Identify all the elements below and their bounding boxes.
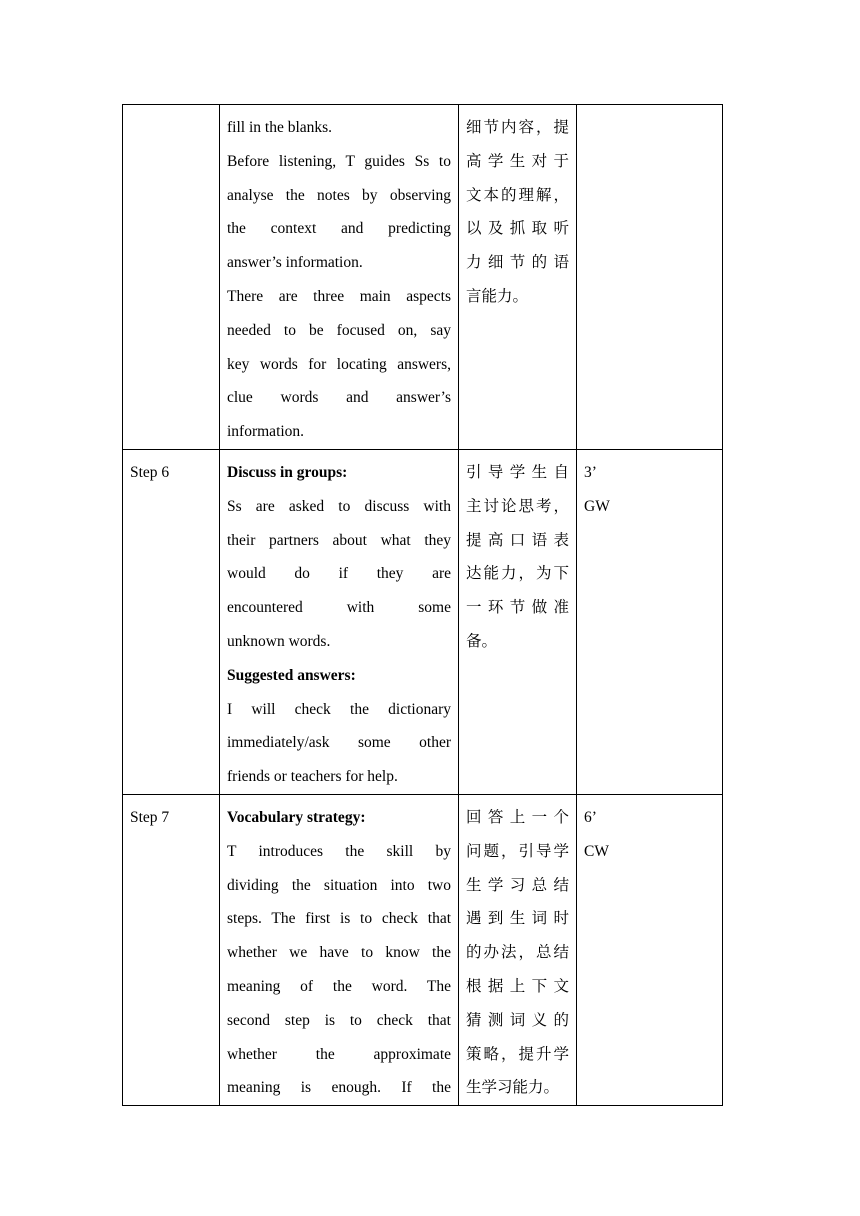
purpose-text-line: 高学生对于 xyxy=(466,151,569,170)
time-mode-cell xyxy=(577,449,723,794)
purpose-text-line: 达能力，为下 xyxy=(466,564,569,583)
procedure-text-line: fill in the blanks. xyxy=(227,119,333,136)
time-mode-cell xyxy=(577,105,723,450)
procedure-cell xyxy=(220,105,459,450)
procedure-text-line: There are three main aspects xyxy=(227,287,451,305)
time-label: 6’ xyxy=(584,808,597,826)
purpose-text-line: 文本的理解， xyxy=(466,185,569,204)
procedure-text-line: T introduces the skill by xyxy=(227,842,451,860)
lesson-plan-table xyxy=(122,104,723,1106)
procedure-cell xyxy=(220,794,459,1105)
purpose-text-line: 一环节做准 xyxy=(466,598,569,617)
purpose-cell xyxy=(459,449,577,794)
procedure-text-line: whether the approximate xyxy=(227,1045,451,1063)
step-label: Step 6 xyxy=(130,463,170,481)
purpose-text-line: 备。 xyxy=(466,631,498,650)
purpose-text-line: 猜测词义的 xyxy=(466,1010,569,1029)
procedure-text-line: key words for locating answers, xyxy=(227,355,451,373)
procedure-text-line: whether we have to know the xyxy=(227,944,451,962)
purpose-text-line: 根据上下文 xyxy=(466,976,569,995)
step-cell xyxy=(123,449,220,794)
purpose-text-line: 问题，引导学 xyxy=(466,841,569,860)
procedure-text-line: information. xyxy=(227,423,305,441)
procedure-heading: Suggested answers: xyxy=(227,666,356,684)
purpose-text-line: 生学习总结 xyxy=(466,875,569,894)
purpose-text-line: 遇到生词时 xyxy=(466,909,569,928)
procedure-text-line: needed to be focused on, say xyxy=(227,321,451,339)
lesson-plan-body xyxy=(123,105,723,1106)
step-cell xyxy=(123,794,220,1105)
purpose-text-line: 提高口语表 xyxy=(466,530,569,549)
purpose-cell xyxy=(459,105,577,450)
procedure-text-line: dividing the situation into two xyxy=(227,876,451,894)
purpose-text-line: 言能力。 xyxy=(466,286,529,305)
procedure-text-line: Before listening, T guides Ss to xyxy=(227,152,451,170)
procedure-text-line: Ss are asked to discuss with xyxy=(227,497,451,515)
mode-label: GW xyxy=(584,497,610,515)
procedure-text-line: analyse the notes by observing xyxy=(227,186,451,204)
procedure-cell xyxy=(220,449,459,794)
table-row xyxy=(123,794,723,1105)
procedure-text-line: encountered with some xyxy=(227,599,451,617)
purpose-text-line: 的办法，总结 xyxy=(466,943,569,962)
procedure-text-line: steps. The first is to check that xyxy=(227,910,451,928)
procedure-text-line: the context and predicting xyxy=(227,220,451,238)
step-label: Step 7 xyxy=(130,808,170,826)
purpose-cell xyxy=(459,794,577,1105)
procedure-heading: Discuss in groups: xyxy=(227,463,348,481)
procedure-text-line: friends or teachers for help. xyxy=(227,768,398,786)
procedure-text-line: answer’s information. xyxy=(227,254,363,272)
procedure-heading: Vocabulary strategy: xyxy=(227,808,366,826)
time-label: 3’ xyxy=(584,463,597,481)
step-cell xyxy=(123,105,220,450)
table-row xyxy=(123,449,723,794)
procedure-text-line: unknown words. xyxy=(227,632,331,650)
procedure-text-line: would do if they are xyxy=(227,565,451,583)
time-mode-cell xyxy=(577,794,723,1105)
procedure-text-line: their partners about what they xyxy=(227,531,451,549)
purpose-text-line: 回答上一个 xyxy=(466,807,569,826)
procedure-text-line: clue words and answer’s xyxy=(227,389,451,407)
procedure-text-line: meaning is enough. If the xyxy=(227,1079,451,1097)
table-row xyxy=(123,105,723,450)
procedure-text-line: second step is to check that xyxy=(227,1011,451,1029)
procedure-text-line: meaning of the word. The xyxy=(227,977,451,995)
purpose-text-line: 策略，提升学 xyxy=(466,1044,569,1063)
purpose-text-line: 主讨论思考， xyxy=(466,496,569,515)
procedure-text-line: immediately/ask some other xyxy=(227,734,451,752)
purpose-text-line: 生学习能力。 xyxy=(466,1078,560,1097)
purpose-text-line: 引导学生自 xyxy=(466,462,569,481)
purpose-text-line: 力细节的语 xyxy=(466,253,569,272)
mode-label: CW xyxy=(584,842,609,860)
purpose-text-line: 以及抓取听 xyxy=(466,219,569,238)
procedure-text-line: I will check the dictionary xyxy=(227,700,451,718)
purpose-text-line: 细节内容，提 xyxy=(466,118,569,136)
